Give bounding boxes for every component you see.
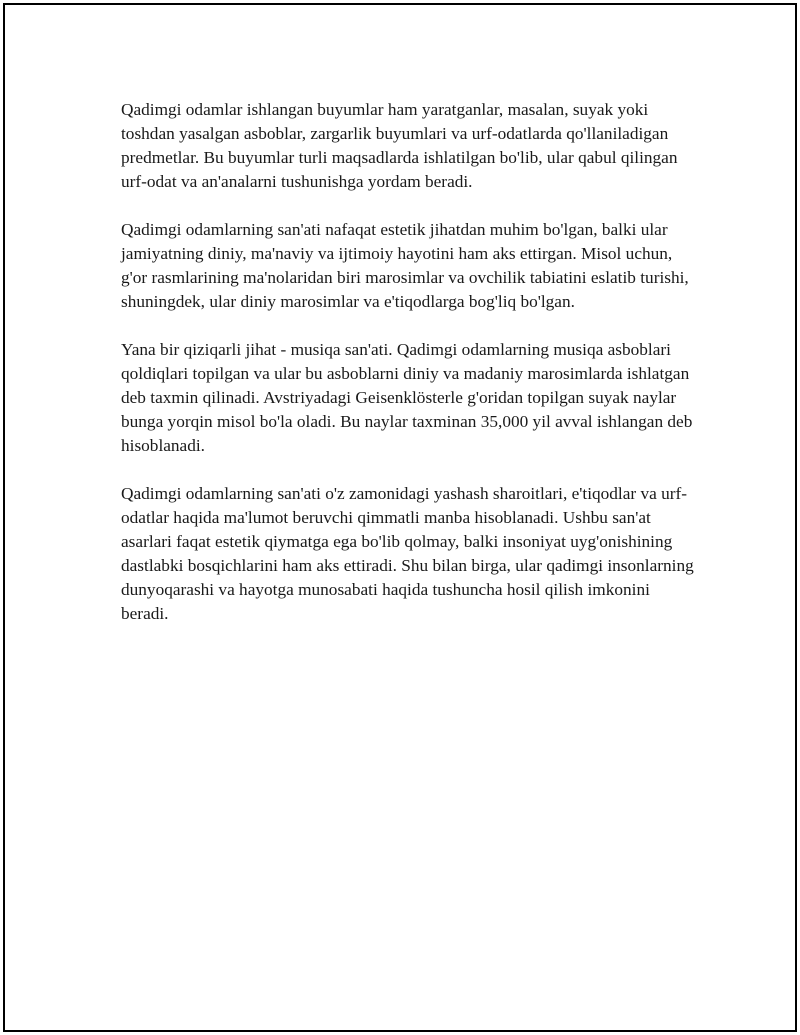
paragraph-2: Qadimgi odamlarning san'ati nafaqat estetik jihatdan muhim bo'lgan, balki ular jamiyatning diniy, ma'naviy va ijtimoiy hayotini ham aks ettirgan. Misol uchun, g'or rasmlarining ma'nolaridan biri marosimlar va ovchilik tabiatini eslatib turishi, shuningdek, ular diniy marosimlar va e'tiqodlarga bog'liq bo'lgan. [121, 220, 689, 311]
paragraph-3: Yana bir qiziqarli jihat - musiqa san'ati. Qadimgi odamlarning musiqa asboblari qoldiqlari topilgan va ular bu asboblarni diniy va madaniy marosimlarda ishlatgan deb taxmin qilinadi. Avstriyadagi Geisenklösterle g'oridan topilgan suyak naylar bunga yorqin misol bo'la oladi. Bu naylar taxminan 35,000 yil avval ishlangan deb hisoblanadi. [121, 340, 693, 455]
page-frame [3, 3, 797, 1032]
paragraph-4: Qadimgi odamlarning san'ati o'z zamonidagi yashash sharoitlari, e'tiqodlar va urf-odatlar haqida ma'lumot beruvchi qimmatli manba hisoblanadi. Ushbu san'at asarlari faqat estetik qiymatga ega bo'lib qolmay, balki insoniyat uyg'onishining dastlabki bosqichlarini ham aks ettiradi. Shu bilan birga, ular qadimgi insonlarning dunyoqarashi va hayotga munosabati haqida tushuncha hosil qilish imkonini beradi. [121, 484, 694, 623]
document-body [121, 98, 701, 650]
paragraph-1: Qadimgi odamlar ishlangan buyumlar ham yaratganlar, masalan, suyak yoki toshdan yasalgan asboblar, zargarlik buyumlari va urf-odatlarda qo'llaniladigan predmetlar. Bu buyumlar turli maqsadlarda ishlatilgan bo'lib, ular qabul qilingan urf-odat va an'analarni tushunishga yordam beradi. [121, 100, 678, 191]
